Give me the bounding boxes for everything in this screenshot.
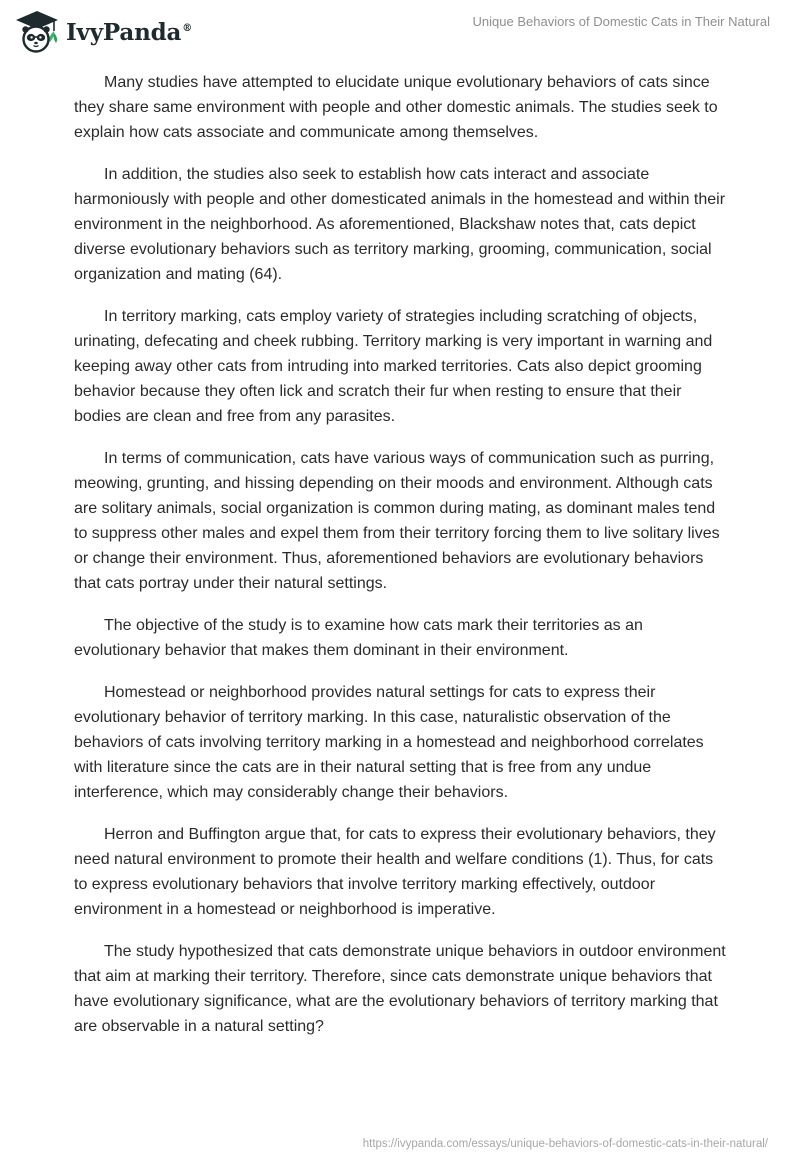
paragraph: The objective of the study is to examine how cats mark their territories as an evolutionary behavior that makes them dominant in their environment. <box>74 617 643 659</box>
page-header <box>0 0 800 64</box>
paragraph: The study hypothesized that cats demonstrate unique behaviors in outdoor environment that aim at marking their territory. Therefore, since cats demonstrate unique behaviors that have evolutionary significance, what are the evolutionary behaviors of territory marking that are observable in a natural setting? <box>74 943 726 1035</box>
brand-logo[interactable] <box>14 6 192 58</box>
paragraph: Homestead or neighborhood provides natural settings for cats to express their evolutionary behavior of territory marking. In this case, naturalistic observation of the behaviors of cats involving territory marking in a homestead and neighborhood correlates with literature since the cats are in their natural setting that is free from any undue interference, which may considerably change their behaviors. <box>74 684 704 801</box>
paragraph: In terms of communication, cats have various ways of communication such as purring, meowing, grunting, and hissing depending on their moods and environment. Although cats are solitary animals, social organization is common during mating, as dominant males tend to suppress other males and expel them from their territory forcing them to live solitary lives or change their environment. Thus, aforementioned behaviors are evolutionary behaviors that cats portray under their natural settings. <box>74 450 720 592</box>
paragraph: In territory marking, cats employ variety of strategies including scratching of objects, urinating, defecating and cheek rubbing. Territory marking is very important in warning and keeping away other cats from intruding into marked territories. Cats also depict grooming behavior because they often lick and scratch their fur when resting to ensure that their bodies are clean and free from any parasites. <box>74 308 713 425</box>
paragraph: Many studies have attempted to elucidate unique evolutionary behaviors of cats since they share same environment with people and other domestic animals. The studies seek to explain how cats associate and communicate among themselves. <box>74 74 718 141</box>
paragraph: Herron and Buffington argue that, for cats to express their evolutionary behaviors, they need natural environment to promote their health and welfare conditions (1). Thus, for cats to express evolutionary behaviors that involve territory marking effectively, outdoor environment in a homestead or neighborhood is imperative. <box>74 826 716 918</box>
paragraph: In addition, the studies also seek to establish how cats interact and associate harmoniously with people and other domesticated animals in the homestead and within their environment in the neighborhood. As aforementioned, Blackshaw notes that, cats depict diverse evolutionary behaviors such as territory marking, grooming, communication, social organization and mating (64). <box>74 166 726 283</box>
document-title: Unique Behaviors of Domestic Cats in Their Natural <box>472 14 770 29</box>
brand-name: IvyPanda® <box>66 18 192 46</box>
essay-body <box>74 70 728 1056</box>
source-url[interactable]: https://ivypanda.com/essays/unique-behaviors-of-domestic-cats-in-their-natural/ <box>362 1138 768 1150</box>
panda-graduate-icon <box>14 9 60 55</box>
trademark-mark: ® <box>182 22 192 34</box>
